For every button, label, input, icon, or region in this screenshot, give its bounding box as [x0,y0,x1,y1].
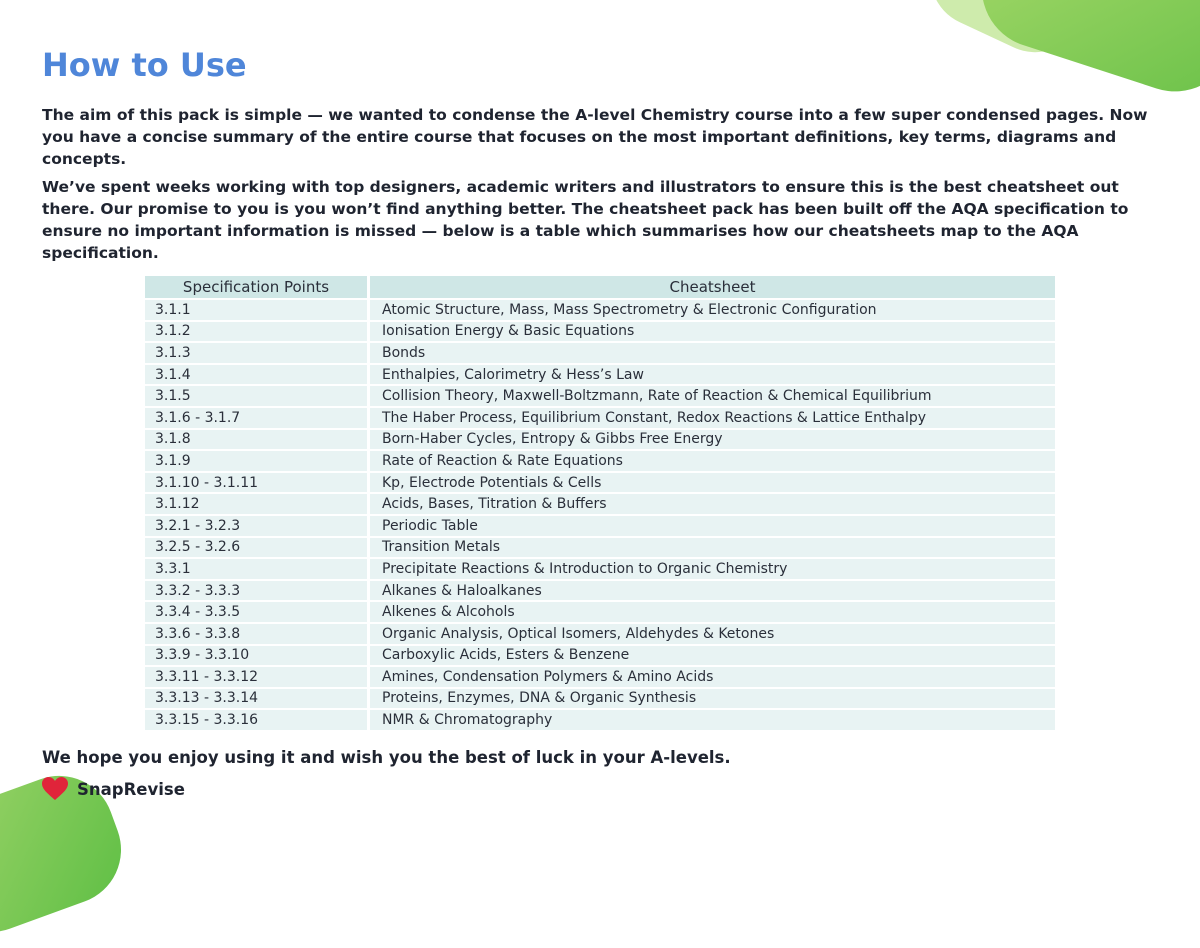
intro-paragraph-2: We’ve spent weeks working with top designers, academic writers and illustrators to ensure this is the best cheatsheet out there. Our promise to you is you won’t find anything better. The cheatsheet pack has been built off the AQA specification to ensure no important information is missed — below is a table which summarises how our cheatsheets map to the AQA specification. [42,178,1129,262]
cheatsheet-cell: Precipitate Reactions & Introduction to Organic Chemistry [367,559,1055,579]
table-body [145,300,1055,730]
cheatsheet-cell: Enthalpies, Calorimetry & Hess’s Law [367,365,1055,385]
heart-shape [42,777,68,800]
spec-point-cell: 3.1.8 [145,430,367,450]
table-row [145,689,1055,709]
spec-point-cell: 3.3.13 - 3.3.14 [145,689,367,709]
cheatsheet-cell: Proteins, Enzymes, DNA & Organic Synthesis [367,689,1055,709]
cheatsheet-cell: Born-Haber Cycles, Entropy & Gibbs Free Energy [367,430,1055,450]
spec-point-cell: 3.2.5 - 3.2.6 [145,538,367,558]
table-row [145,624,1055,644]
table-row [145,602,1055,622]
table-row [145,538,1055,558]
table-row [145,710,1055,730]
spec-point-cell: 3.1.2 [145,322,367,342]
spec-point-cell: 3.1.3 [145,343,367,363]
table-row [145,581,1055,601]
cheatsheet-cell: Bonds [367,343,1055,363]
cheatsheet-cell: Atomic Structure, Mass, Mass Spectrometry & Electronic Configuration [367,300,1055,320]
spec-point-cell: 3.2.1 - 3.2.3 [145,516,367,536]
cheatsheet-cell: Carboxylic Acids, Esters & Benzene [367,646,1055,666]
cheatsheet-cell: Organic Analysis, Optical Isomers, Aldehydes & Ketones [367,624,1055,644]
spec-point-cell: 3.1.1 [145,300,367,320]
cheatsheet-cell: NMR & Chromatography [367,710,1055,730]
spec-point-cell: 3.3.4 - 3.3.5 [145,602,367,622]
cheatsheet-cell: Collision Theory, Maxwell-Boltzmann, Rate of Reaction & Chemical Equilibrium [367,386,1055,406]
table-header-row [145,276,1055,298]
column-header-spec-points: Specification Points [145,276,367,298]
spec-point-cell: 3.1.6 - 3.1.7 [145,408,367,428]
table-row [145,646,1055,666]
table-row [145,386,1055,406]
intro-paragraph-1: The aim of this pack is simple — we wanted to condense the A-level Chemistry course into a few super condensed pages. Now you have a concise summary of the entire course that focuses on the most important definitions, key terms, diagrams and concepts. [42,106,1148,168]
specification-table [145,274,1055,732]
brand-name: SnapRevise [77,779,185,799]
spec-point-cell: 3.1.5 [145,386,367,406]
spec-point-cell: 3.1.4 [145,365,367,385]
table-row [145,667,1055,687]
table-row [145,408,1055,428]
table-row [145,322,1055,342]
spec-point-cell: 3.1.12 [145,494,367,514]
page-title: How to Use [42,46,247,84]
spec-point-cell: 3.1.10 - 3.1.11 [145,473,367,493]
spec-point-cell: 3.3.6 - 3.3.8 [145,624,367,644]
table-row [145,451,1055,471]
cheatsheet-cell: Transition Metals [367,538,1055,558]
cheatsheet-cell: Acids, Bases, Titration & Buffers [367,494,1055,514]
column-header-cheatsheet: Cheatsheet [367,276,1055,298]
cheatsheet-cell: Rate of Reaction & Rate Equations [367,451,1055,471]
table-row [145,494,1055,514]
table-row [145,300,1055,320]
table-row [145,516,1055,536]
spec-point-cell: 3.3.11 - 3.3.12 [145,667,367,687]
cheatsheet-cell: Alkanes & Haloalkanes [367,581,1055,601]
spec-point-cell: 3.1.9 [145,451,367,471]
table-row [145,559,1055,579]
cheatsheet-cell: Kp, Electrode Potentials & Cells [367,473,1055,493]
cheatsheet-cell: Alkenes & Alcohols [367,602,1055,622]
table-row [145,430,1055,450]
spec-point-cell: 3.3.15 - 3.3.16 [145,710,367,730]
corner-decoration-top [966,0,1200,107]
spec-point-cell: 3.3.2 - 3.3.3 [145,581,367,601]
table-row [145,473,1055,493]
intro-text [42,104,1162,270]
heart-icon [42,777,68,801]
table-row [145,365,1055,385]
cheatsheet-cell: Periodic Table [367,516,1055,536]
spec-point-cell: 3.3.1 [145,559,367,579]
closing-message: We hope you enjoy using it and wish you the best of luck in your A-levels. [42,748,731,767]
cheatsheet-cell: The Haber Process, Equilibrium Constant, Redox Reactions & Lattice Enthalpy [367,408,1055,428]
spec-point-cell: 3.3.9 - 3.3.10 [145,646,367,666]
brand-logo [42,777,185,801]
cheatsheet-cell: Amines, Condensation Polymers & Amino Acids [367,667,1055,687]
cheatsheet-cell: Ionisation Energy & Basic Equations [367,322,1055,342]
table-row [145,343,1055,363]
